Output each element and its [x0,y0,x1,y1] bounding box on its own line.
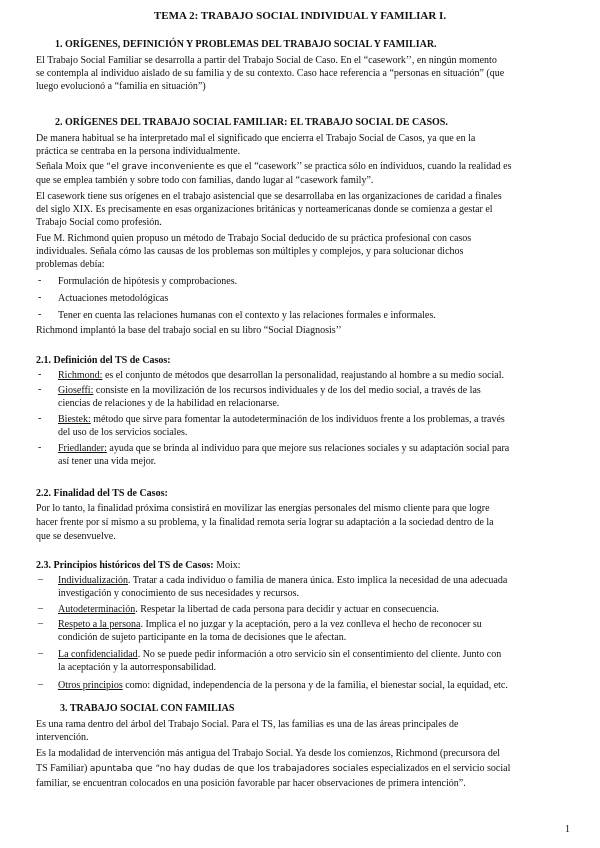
list-item: Actuaciones metodológicas [58,293,169,304]
principle-cont: la aceptación y la autorresponsabilidad. [58,662,216,673]
principle-text: . No se puede pedir información a otro servicio sin el consentimiento del cliente. Junto con [137,649,502,660]
definition-text: consiste en la movilización de los recursos individuales y de los del medio social, a través de las [93,385,481,396]
heading-tail: Moix: [213,560,241,571]
s22-line: que se desenvuelve. [36,531,116,542]
definition-cont: del uso de los servicios sociales. [58,427,188,438]
principle-item [58,648,501,661]
s2-line: De manera habitual se ha interpretado mal el significado que encierra el Trabajo Social de Casos, ya que en la [36,133,476,144]
section-2-3-heading [36,559,241,572]
document-title: TEMA 2: TRABAJO SOCIAL INDIVIDUAL Y FAMILIAR I. [153,10,447,22]
principle-term: La confidencialidad [58,649,138,660]
list-item: Formulación de hipótesis y comprobaciones. [58,276,238,287]
definition-text: método que sirve para fomentar la autodeterminación de los individuos frente a los problemas, a través [90,414,505,425]
s2-line: Fue M. Richmond quien propuso un método de Trabajo Social deducido de su práctica profesional con casos [36,233,472,244]
s2-line: del siglo XIX. Es precisamente en esas organizaciones británicas y norteamericanas donde se comienza a gestar el [36,204,493,215]
s2-line: Richmond implantó la base del trabajo social en su libro “Social Diagnosis’’ [36,325,342,336]
s3-text: TS Familiar) [36,763,90,774]
principle-text: como: dignidad, independencia de la persona y de la familia, el bienestar social, la equidad, etc. [122,680,508,691]
s2-line: El casework tiene sus orígenes en el trabajo asistencial que se desarrollaba en las organizaciones de caridad a finales [36,191,502,202]
definition-term: Richmond: [58,370,103,381]
definition-cont: así tener una vida mejor. [58,456,157,467]
s2-moix-line [36,160,512,174]
principle-term: Respeto a la persona [58,619,141,630]
principle-item [58,618,482,631]
principle-text: . Implica el no juzgar y la aceptación, pero a la vez conlleva el hecho de reconocer su [140,619,482,630]
definition-text: es el conjunto de métodos que desarrollan la personalidad, reajustando al hombre a su medio social. [102,370,505,381]
moix-text: Señala Moix que [36,161,107,172]
section-1-heading: 1. ORÍGENES, DEFINICIÓN Y PROBLEMAS DEL TRABAJO SOCIAL Y FAMILIAR. [55,39,437,50]
principle-item [58,679,508,692]
s3-line: Es una rama dentro del árbol del Trabajo Social. Para el TS, las familias es una de las áreas principales de [36,719,459,730]
principle-cont: condición de sujeto participante en la toma de decisiones que le afectan. [58,632,347,643]
definition-item [58,442,509,455]
principle-item [58,603,439,616]
definition-term: Friedlander: [58,443,107,454]
s3-quote-line [36,762,510,776]
s22-line: hacer frente por sí mismo a su problema, y la finalidad remota sería lograr su adaptación a la sociedad dentro de la [36,517,494,528]
principle-item [58,574,507,587]
principle-term: Otros principios [58,680,123,691]
definition-term: Gioseffi: [58,385,94,396]
s2-line: individuales. Señala cómo las causas de los problemas son múltiples y complejos, y para solucionar dichos [36,246,464,257]
handwritten-highlight: “el grave inconveniente [106,162,215,172]
principle-text: . Tratar a cada individuo o familia de manera única. Esto implica la necesidad de una adecuada [127,575,508,586]
section-2-2-heading: 2.2. Finalidad del TS de Casos: [36,488,168,499]
s22-line: Por lo tanto, la finalidad próxima consistirá en movilizar las energías personales del mismo cliente para que logre [36,503,490,514]
section-3-heading: 3. TRABAJO SOCIAL CON FAMILIAS [60,703,235,714]
definition-item [58,413,505,426]
section-2-heading: 2. ORÍGENES DEL TRABAJO SOCIAL FAMILIAR: EL TRABAJO SOCIAL DE CASOS. [55,117,448,128]
list-item: Tener en cuenta las relaciones humanas con el contexto y las relaciones formales e informales. [58,310,436,321]
definition-cont: ciencias de relaciones y de la habilidad en relacionarse. [58,398,280,409]
s3-line: Es la modalidad de intervención más antigua del Trabajo Social. Ya desde los comienzos, Richmond (precursora del [36,748,501,759]
s3-line: intervención. [36,732,89,743]
document-page: TEMA 2: TRABAJO SOCIAL INDIVIDUAL Y FAMILIAR I. 1. ORÍGENES, DEFINICIÓN Y PROBLEMAS DEL TRABAJO SOCIAL Y FAMILIAR. El Trabajo Social Familiar se desarrolla a partir del Trabajo Social de Caso. En el “casework’’, en ningún momento se contempla al individuo aislado de su familia y de su contexto. Caso hace referencia a “personas en situación” (que luego evolucionó a “familia en situación”) 2. ORÍGENES DEL TRABAJO SOCIAL FAMILIAR: EL TRABAJO SOCIAL DE CASOS. De manera habitual se ha interpretado mal el significado que encierra el Trabajo Social de Casos, ya que en la práctica se centraba en la persona individualmente. Señala Moix que “el grave inconveniente es que el “casework’’ se practica sólo en individuos, cuando la realidad es que se emplea también y sobre todo con familias, dando lugar al “casework family”. El casework tiene sus orígenes en el trabajo asistencial que se desarrollaba en las organizaciones de caridad a finales del siglo XIX. Es precisamente en esas organizaciones británicas y norteamericanas donde se comienza a gestar el Trabajo Social como profesión. Fue M. Richmond quien propuso un método de Trabajo Social deducido de su práctica profesional con casos individuales. Señala cómo las causas de los problemas son múltiples y complejos, y para solucionar dichos problemas debía: - Formulación de hipótesis y comprobaciones. - Actuaciones metodológicas - Tener en cuenta las relaciones humanas con el contexto y las relaciones formales e informales. Richmond implantó la base del trabajo social en su libro “Social Diagnosis’’ 2.1. Definición del TS de Casos: - Richmond: es el conjunto de métodos que desarrollan la personalidad, reajustando al hombre a su medio social. - Gioseffi: consiste en la movilización de los recursos individuales y de los del medio social, a través de las ciencias de relaciones y de la habilidad en relacionarse. - Biestek: método que sirve para fomentar la autodeterminación de los individuos frente a los problemas, a través del uso de los servicios sociales. - Friedlander: ayuda que se brinda al individuo para que mejore sus relaciones sociales y su adaptación social para así tener una vida mejor. 2.2. Finalidad del TS de Casos: Por lo tanto, la finalidad próxima consistirá en movilizar las energías personales del mismo cliente para que logre hacer frente por sí mismo a su problema, y la finalidad remota sería lograr su adaptación a la sociedad dentro de la que se desenvuelve. 2.3. Principios históricos del TS de Casos: Moix: – Individualización. Tratar a cada individuo o familia de manera única. Esto implica la necesidad de una adecuada investigación y conocimiento de sus necesidades y recursos. – Autodeterminación. Respetar la libertad de cada persona para decidir y actuar en consecuencia. – Respeto a la persona. Implica el no juzgar y la aceptación, pero a la vez conlleva el hecho de reconocer su condición de sujeto participante en la toma de decisiones que le afectan. – La confidencialidad. No se puede pedir información a otro servicio sin el consentimiento del cliente. Junto con la aceptación y la autorresponsabilidad. – Otros principios como: dignidad, independencia de la persona y de la familia, el bienestar social, la equidad, etc. 3. TRABAJO SOCIAL CON FAMILIAS Es una rama dentro del árbol del Trabajo Social. Para el TS, las familias es una de las áreas principales de intervención. Es la modalidad de intervención más antigua del Trabajo Social. Ya desde los comienzos, Richmond (precursora del TS Familiar) apuntaba que “no hay dudas de que los trabajadores sociales especializados en el servicio social familiar, se encuentran colocados en una posición favorable par hacer observaciones de primera intención”. 1 [0,0,600,848]
principle-cont: investigación y conocimiento de sus necesidades y recursos. [58,588,300,599]
principle-term: Individualización [58,575,128,586]
s1-line: El Trabajo Social Familiar se desarrolla a partir del Trabajo Social de Caso. En el “casework’’, en ningún momento [36,55,497,66]
definition-term: Biestek: [58,414,91,425]
heading-bold: 2.3. Principios históricos del TS de Casos: [36,560,214,571]
moix-text: es que el “casework’’ se practica sólo en individuos, cuando la realidad es [214,161,512,172]
page-number: 1 [565,824,570,835]
s3-line: familiar, se encuentran colocados en una posición favorable par hacer observaciones de primera intención”. [36,778,466,789]
handwritten-highlight: apuntaba que “no hay dudas de que los trabajadores sociales [89,764,369,774]
definition-item [58,384,481,397]
s2-line: que se emplea también y sobre todo con familias, dando lugar al “casework family”. [36,175,374,186]
s2-line: problemas debía: [36,259,105,270]
s3-text: especializados en el servicio social [368,763,511,774]
s1-line: se contempla al individuo aislado de su familia y de su contexto. Caso hace referencia a “personas en situación” (que [36,68,505,79]
s2-line: Trabajo Social como profesión. [36,217,162,228]
definition-item [58,369,504,382]
s1-line: luego evolucionó a “familia en situación”) [36,81,206,92]
definition-text: ayuda que se brinda al individuo para que mejore sus relaciones sociales y su adaptación social para [106,443,510,454]
principle-term: Autodeterminación [58,604,136,615]
section-2-1-heading: 2.1. Definición del TS de Casos: [36,355,171,366]
s2-line: práctica se centraba en la persona individualmente. [36,146,241,157]
principle-text: . Respetar la libertad de cada persona para decidir y actuar en consecuencia. [135,604,439,615]
